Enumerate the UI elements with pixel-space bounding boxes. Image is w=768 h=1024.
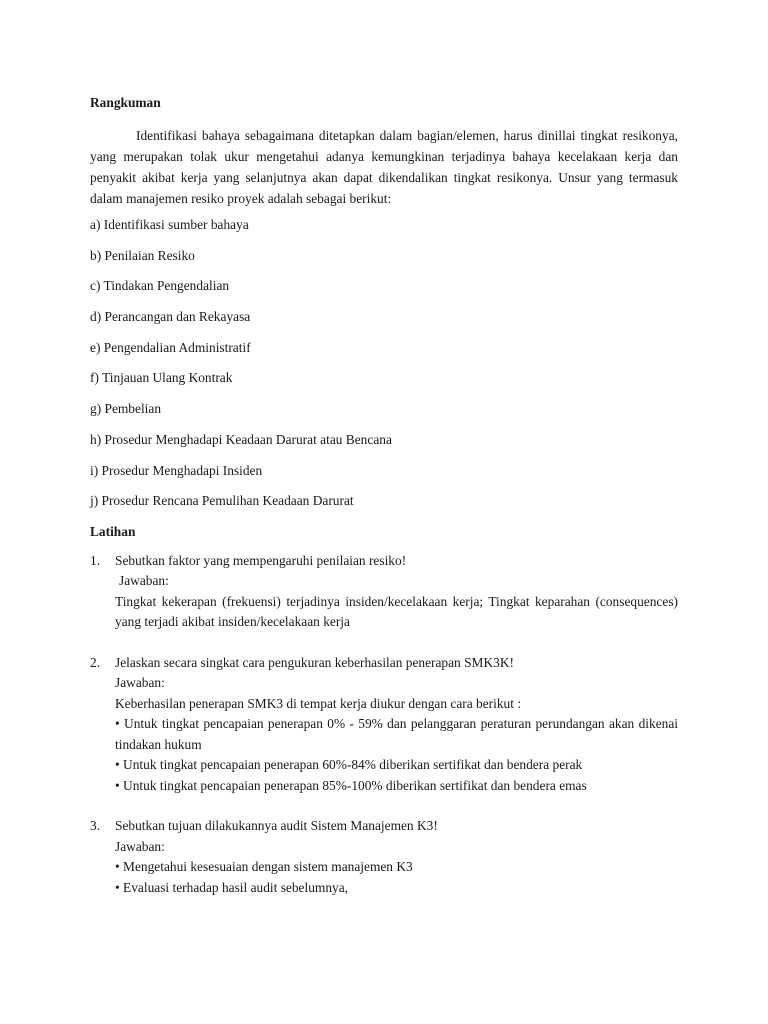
question-number: 1.	[90, 552, 101, 568]
risk-management-elements-list	[90, 215, 678, 511]
list-item: j) Prosedur Rencana Pemulihan Keadaan Darurat	[90, 493, 354, 509]
list-item: a) Identifikasi sumber bahaya	[90, 217, 249, 232]
list-item: f) Tinjauan Ulang Kontrak	[90, 370, 233, 386]
question-text: Jelaskan secara singkat cara pengukuran keberhasilan penerapan SMK3K!	[115, 654, 514, 670]
bullet-item: • Untuk tingkat pencapaian penerapan 60%-84% diberikan sertifikat dan bendera perak	[115, 755, 678, 776]
bullet-item: • Evaluasi terhadap hasil audit sebelumnya,	[115, 878, 678, 899]
question-item-1	[90, 551, 678, 633]
list-item: h) Prosedur Menghadapi Keadaan Darurat atau Bencana	[90, 431, 392, 447]
answer-bullet-list	[115, 714, 678, 796]
summary-intro-paragraph: Identifikasi bahaya sebagaimana ditetapkan dalam bagian/elemen, harus dinillai tingkat resikonya, yang merupakan tolak ukur mengetahui adanya kemungkinan terjadinya bahaya kecelakaan kerja dan penyakit akibat kerja yang selanjutnya akan dapat dikendalikan tingkat resikonya. Unsur yang termasuk dalam manajemen resiko proyek adalah sebagai berikut:	[90, 128, 678, 206]
list-item: c) Tindakan Pengendalian	[90, 278, 230, 294]
question-text: Sebutkan tujuan dilakukannya audit Sistem Manajemen K3!	[115, 818, 438, 834]
answer-label: Jawaban:	[115, 838, 165, 854]
list-item: d) Perancangan dan Rekayasa	[90, 309, 251, 325]
question-text: Sebutkan faktor yang mempengaruhi penilaian resiko!	[115, 552, 407, 568]
list-item: b) Penilaian Resiko	[90, 247, 195, 263]
question-item-3	[90, 816, 678, 898]
exercise-questions	[90, 551, 678, 899]
answer-label: Jawaban:	[119, 573, 169, 589]
answer-bullet-list	[115, 857, 678, 898]
bullet-item: • Untuk tingkat pencapaian penerapan 0% - 59% dan pelanggaran peraturan perundangan akan dikenai tindakan hukum	[115, 714, 678, 755]
list-item: e) Pengendalian Administratif	[90, 339, 251, 355]
bullet-item: • Mengetahui kesesuaian dengan sistem manajemen K3	[115, 857, 678, 878]
bullet-item: • Untuk tingkat pencapaian penerapan 85%-100% diberikan sertifikat dan bendera emas	[115, 776, 678, 797]
answer-label: Jawaban:	[115, 675, 165, 691]
exercise-heading: Latihan	[90, 523, 136, 539]
answer-text: Tingkat kekerapan (frekuensi) terjadinya insiden/kecelakaan kerja; Tingkat keparahan (consequences) yang terjadi akibat insiden/kecelakaan kerja	[115, 593, 678, 630]
answer-intro: Keberhasilan penerapan SMK3 di tempat kerja diukur dengan cara berikut :	[115, 695, 522, 711]
document-body	[90, 93, 678, 918]
list-item: i) Prosedur Menghadapi Insiden	[90, 462, 263, 478]
question-number: 2.	[90, 654, 101, 670]
list-item: g) Pembelian	[90, 401, 162, 417]
summary-heading: Rangkuman	[90, 95, 161, 110]
question-item-2	[90, 653, 678, 797]
question-number: 3.	[90, 818, 101, 834]
